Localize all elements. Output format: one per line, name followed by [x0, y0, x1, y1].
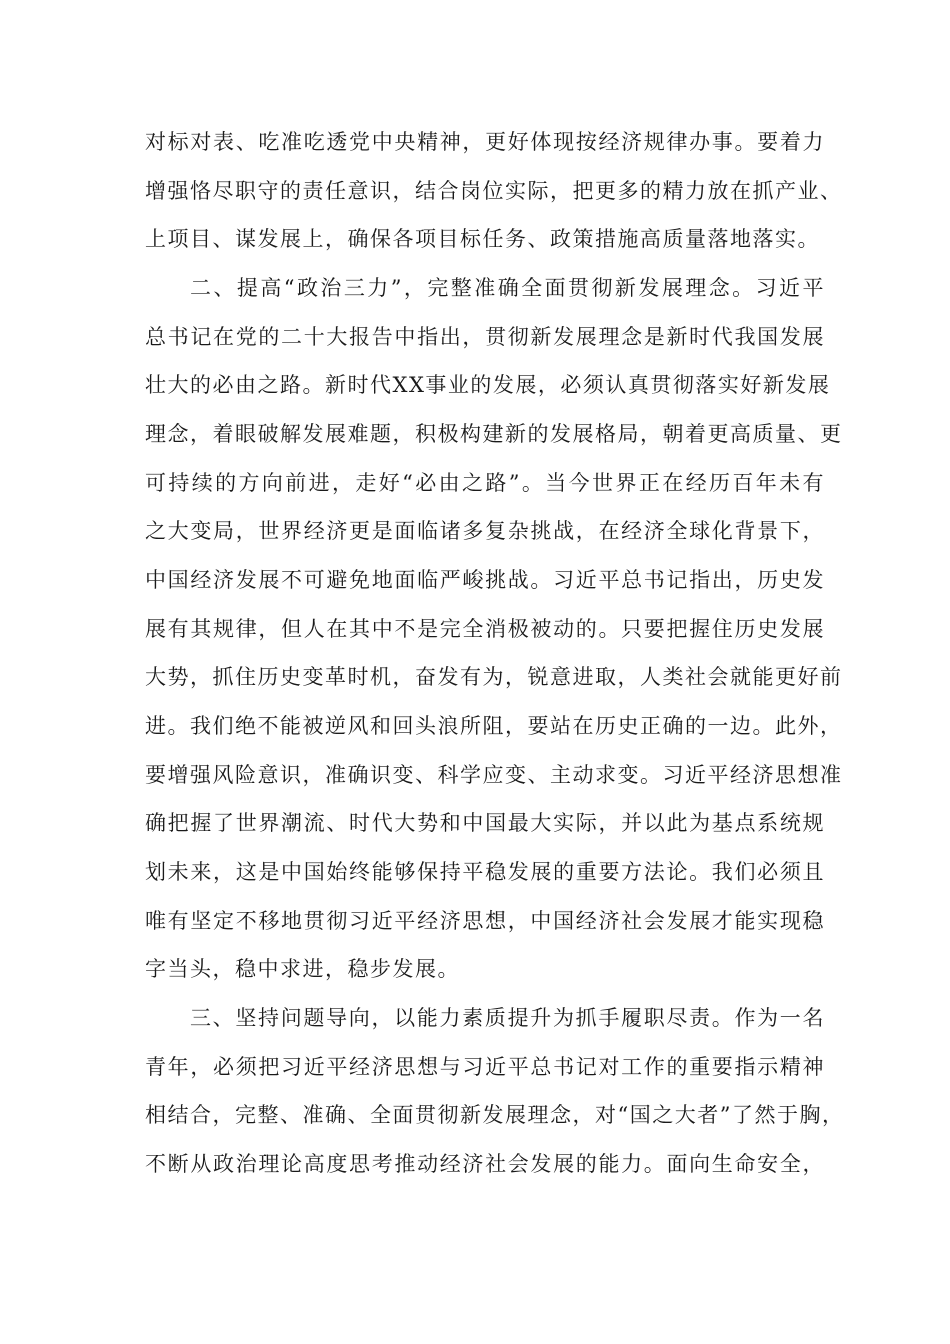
text-line-12: 大势，抓住历史变革时机，奋发有为，锐意进取，人类社会就能更好前 [145, 665, 843, 689]
text-line-9: 之大变局，世界经济更是面临诸多复杂挑战，在经济全球化背景下， [145, 519, 825, 543]
text-line-1: 对标对表、吃准吃透党中央精神，更好体现按经济规律办事。要着力 [145, 130, 825, 154]
text-line-22: 不断从政治理论高度思考推动经济社会发展的能力。面向生命安全， [145, 1152, 825, 1176]
text-line-21: 相结合，完整、准确、全面贯彻新发展理念，对“国之大者”了然于胸， [145, 1103, 845, 1127]
text-line-5: 总书记在党的二十大报告中指出，贯彻新发展理念是新时代我国发展 [145, 325, 825, 349]
text-line-10: 中国经济发展不可避免地面临严峻挑战。习近平总书记指出，历史发 [145, 568, 825, 592]
text-line-7: 理念，着眼破解发展难题，积极构建新的发展格局，朝着更高质量、更 [145, 422, 843, 446]
text-line-8: 可持续的方向前进，走好“必由之路”。当今世界正在经历百年未有 [145, 471, 825, 495]
text-line-16: 划未来，这是中国始终能够保持平稳发展的重要方法论。我们必须且 [145, 860, 825, 884]
text-line-17: 唯有坚定不移地贯彻习近平经济思想，中国经济社会发展才能实现稳 [145, 909, 825, 933]
text-line-15: 确把握了世界潮流、时代大势和中国最大实际，并以此为基点系统规 [145, 811, 825, 835]
section-2-heading-line: 二、提高“政治三力”，完整准确全面贯彻新发展理念。习近平 [190, 276, 825, 300]
text-line-3: 上项目、谋发展上，确保各项目标任务、政策措施高质量落地落实。 [145, 227, 820, 251]
text-line-2: 增强恪尽职守的责任意识，结合岗位实际，把更多的精力放在抓产业、 [145, 179, 843, 203]
text-line-13: 进。我们绝不能被逆风和回头浪所阻，要站在历史正确的一边。此外， [145, 714, 843, 738]
text-line-11: 展有其规律，但人在其中不是完全消极被动的。只要把握住历史发展 [145, 617, 825, 641]
section-3-heading-line: 三、坚持问题导向，以能力素质提升为抓手履职尽责。作为一名 [190, 1006, 825, 1030]
text-line-18: 字当头，稳中求进，稳步发展。 [145, 957, 460, 981]
text-line-14: 要增强风险意识，准确识变、科学应变、主动求变。习近平经济思想准 [145, 763, 843, 787]
text-line-6: 壮大的必由之路。新时代XX事业的发展，必须认真贯彻落实好新发展 [145, 373, 831, 397]
text-line-20: 青年，必须把习近平经济思想与习近平总书记对工作的重要指示精神 [145, 1055, 825, 1079]
